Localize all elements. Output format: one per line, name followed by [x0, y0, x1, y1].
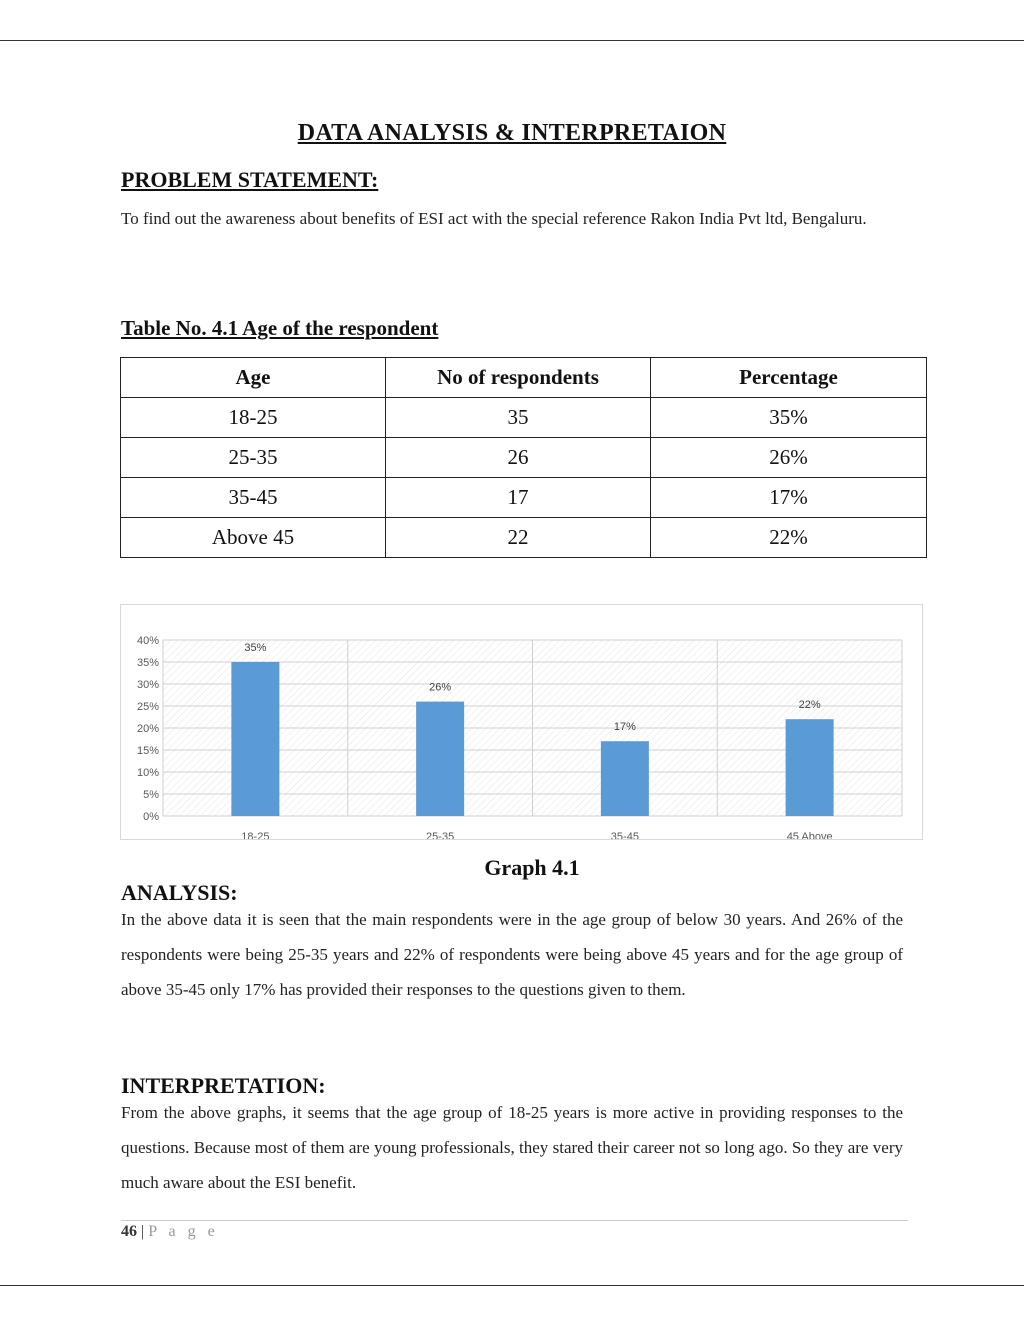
- x-tick-label: 25-35: [426, 831, 455, 839]
- interpretation-heading: INTERPRETATION:: [121, 1073, 326, 1098]
- header-age: Age: [121, 358, 386, 398]
- x-tick-label: 35-45: [610, 831, 639, 839]
- page-footer: [121, 1223, 219, 1241]
- footer-separator: |: [141, 1223, 145, 1240]
- table-header-row: [121, 358, 927, 398]
- cell-age: 18-25: [121, 398, 386, 438]
- data-label: 22%: [798, 699, 821, 712]
- y-tick-label: 0%: [143, 811, 159, 823]
- header-percentage: Percentage: [651, 358, 927, 398]
- table-row: [121, 438, 927, 478]
- y-tick-label: 15%: [136, 745, 159, 757]
- cell-respondents: 22: [386, 518, 651, 558]
- y-tick-label: 40%: [136, 635, 159, 647]
- bar: [601, 741, 649, 816]
- cell-percentage: 26%: [651, 438, 927, 478]
- y-tick-label: 5%: [143, 789, 159, 801]
- header-respondents: No of respondents: [386, 358, 651, 398]
- cell-age: Above 45: [121, 518, 386, 558]
- graph-caption: Graph 4.1: [484, 855, 580, 880]
- table-row: [121, 398, 927, 438]
- data-label: 35%: [244, 642, 267, 654]
- x-tick-label: 18-25: [241, 831, 270, 839]
- cell-respondents: 26: [386, 438, 651, 478]
- interpretation-text: From the above graphs, it seems that the age group of 18-25 years is more active in providing responses to the questions. Because most of them are young professionals, they stared their career not so long ago. So they are very much aware about the ESI benefit.: [121, 1103, 903, 1192]
- cell-percentage: 17%: [651, 478, 927, 518]
- cell-respondents: 17: [386, 478, 651, 518]
- y-tick-label: 35%: [136, 657, 159, 669]
- data-label: 17%: [613, 721, 636, 734]
- page-number: 46: [121, 1223, 137, 1240]
- page-title: DATA ANALYSIS & INTERPRETAION: [297, 120, 727, 146]
- bottom-rule: [0, 1285, 1024, 1286]
- bar-chart: [120, 604, 923, 840]
- footer-divider: [121, 1220, 908, 1221]
- table-row: [121, 478, 927, 518]
- top-rule: [0, 40, 1024, 41]
- age-table: [120, 357, 927, 558]
- bar: [231, 662, 279, 816]
- table-heading: Table No. 4.1 Age of the respondent: [121, 316, 439, 340]
- page-label: P a g e: [148, 1223, 219, 1240]
- table-row: [121, 518, 927, 558]
- problem-statement-text: To find out the awareness about benefits of ESI act with the special reference Rakon India Pvt ltd, Bengaluru.: [121, 209, 867, 228]
- y-tick-label: 10%: [136, 767, 159, 779]
- analysis-text: In the above data it is seen that the main respondents were in the age group of below 30 years. And 26% of the respondents were being 25-35 years and 22% of respondents were being above 45 years and for the age group of above 35-45 only 17% has provided their responses to the questions given to them.: [121, 910, 903, 999]
- y-tick-label: 20%: [136, 723, 159, 735]
- bar: [416, 702, 464, 816]
- cell-respondents: 35: [386, 398, 651, 438]
- cell-percentage: 22%: [651, 518, 927, 558]
- bar-chart-svg: [121, 605, 922, 839]
- x-tick-label: 45 Above: [786, 831, 833, 839]
- data-label: 26%: [429, 681, 452, 694]
- bar: [786, 719, 834, 816]
- cell-age: 35-45: [121, 478, 386, 518]
- y-tick-label: 25%: [136, 701, 159, 713]
- y-tick-label: 30%: [136, 679, 159, 691]
- cell-age: 25-35: [121, 438, 386, 478]
- analysis-heading: ANALYSIS:: [121, 880, 238, 905]
- problem-statement-heading: PROBLEM STATEMENT:: [121, 167, 379, 192]
- cell-percentage: 35%: [651, 398, 927, 438]
